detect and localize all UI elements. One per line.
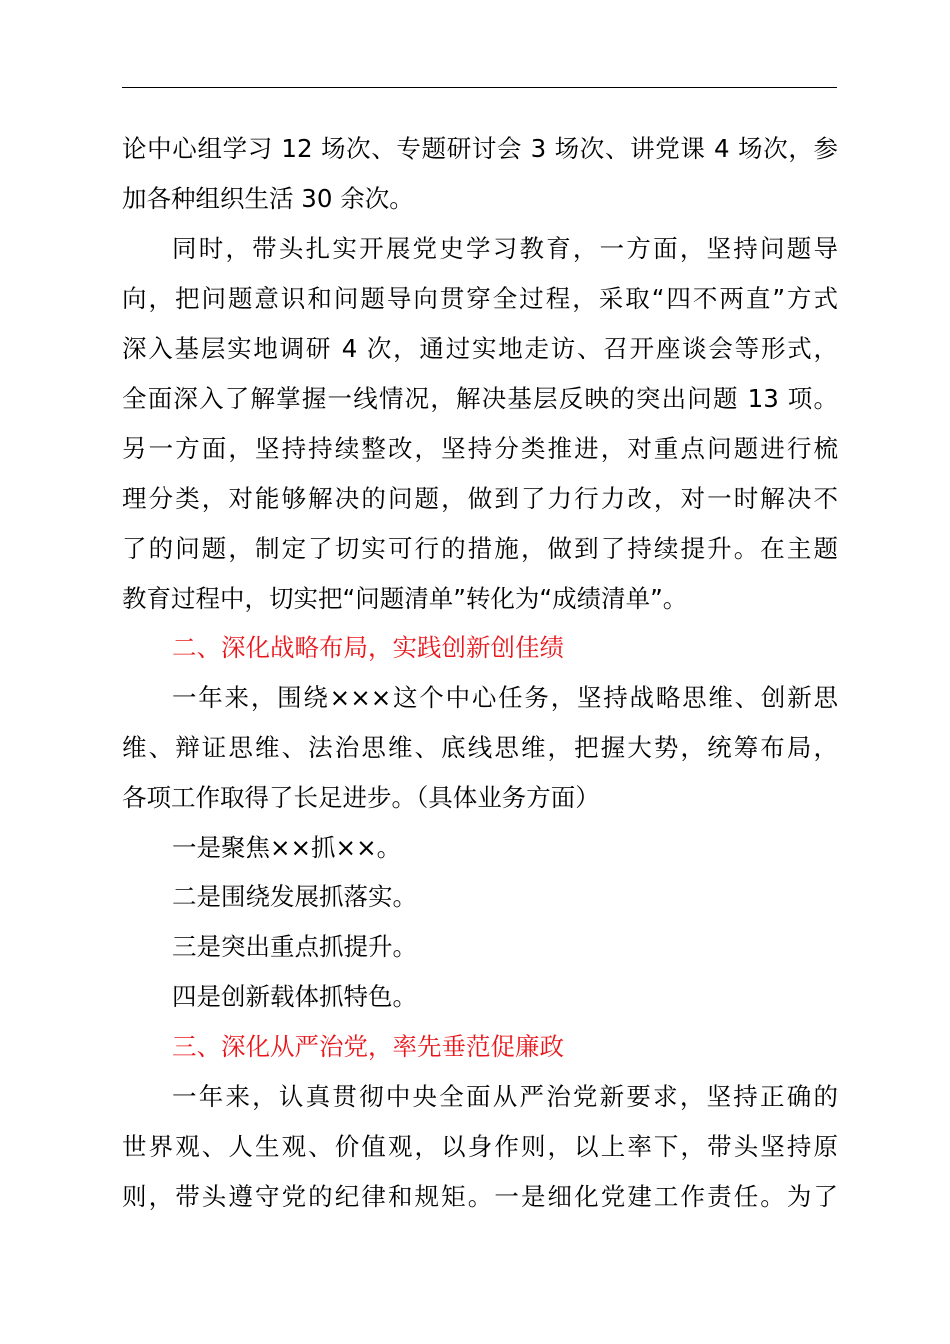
text-line: 教育过程中，切实把“问题清单”转化为“成绩清单”。 [122, 584, 688, 613]
section-heading-2: 二、深化战略布局，实践创新创佳绩 [172, 633, 564, 662]
list-item: 一是聚焦××抓××。 [172, 833, 402, 862]
paragraph-first-line: 同时，带头扎实开展党史学习教育，一方面，坚持问题导 [172, 234, 838, 263]
text-line: 全面深入了解掌握一线情况，解决基层反映的突出问题 13 项。 [122, 384, 838, 413]
text-line: 理分类，对能够解决的问题，做到了力行力改，对一时解决不 [122, 484, 838, 513]
text-line: 各项工作取得了长足进步。（具体业务方面） [122, 783, 600, 812]
text-line: 论中心组学习 12 场次、专题研讨会 3 场次、讲党课 4 场次，参 [122, 134, 838, 163]
text-line: 了的问题，制定了切实可行的措施，做到了持续提升。在主题 [122, 534, 838, 563]
list-item: 三是突出重点抓提升。 [172, 932, 417, 961]
section-heading-3: 三、深化从严治党，率先垂范促廉政 [172, 1032, 564, 1061]
list-item: 四是创新载体抓特色。 [172, 982, 417, 1011]
header-rule [122, 87, 837, 88]
text-line: 加各种组织生活 30 余次。 [122, 184, 414, 213]
text-line: 维、辩证思维、法治思维、底线思维，把握大势，统筹布局， [122, 733, 838, 762]
text-line: 则，带头遵守党的纪律和规矩。一是细化党建工作责任。为了 [122, 1182, 838, 1211]
text-line: 向，把问题意识和问题导向贯穿全过程，采取“四不两直”方式 [122, 284, 838, 313]
paragraph-first-line: 一年来，认真贯彻中央全面从严治党新要求，坚持正确的 [172, 1082, 838, 1111]
text-line: 深入基层实地调研 4 次，通过实地走访、召开座谈会等形式， [122, 334, 838, 363]
text-line: 另一方面，坚持持续整改，坚持分类推进，对重点问题进行梳 [122, 434, 838, 463]
text-line: 世界观、人生观、价值观，以身作则，以上率下，带头坚持原 [122, 1132, 838, 1161]
paragraph-first-line: 一年来，围绕×××这个中心任务，坚持战略思维、创新思 [172, 683, 838, 712]
list-item: 二是围绕发展抓落实。 [172, 882, 417, 911]
